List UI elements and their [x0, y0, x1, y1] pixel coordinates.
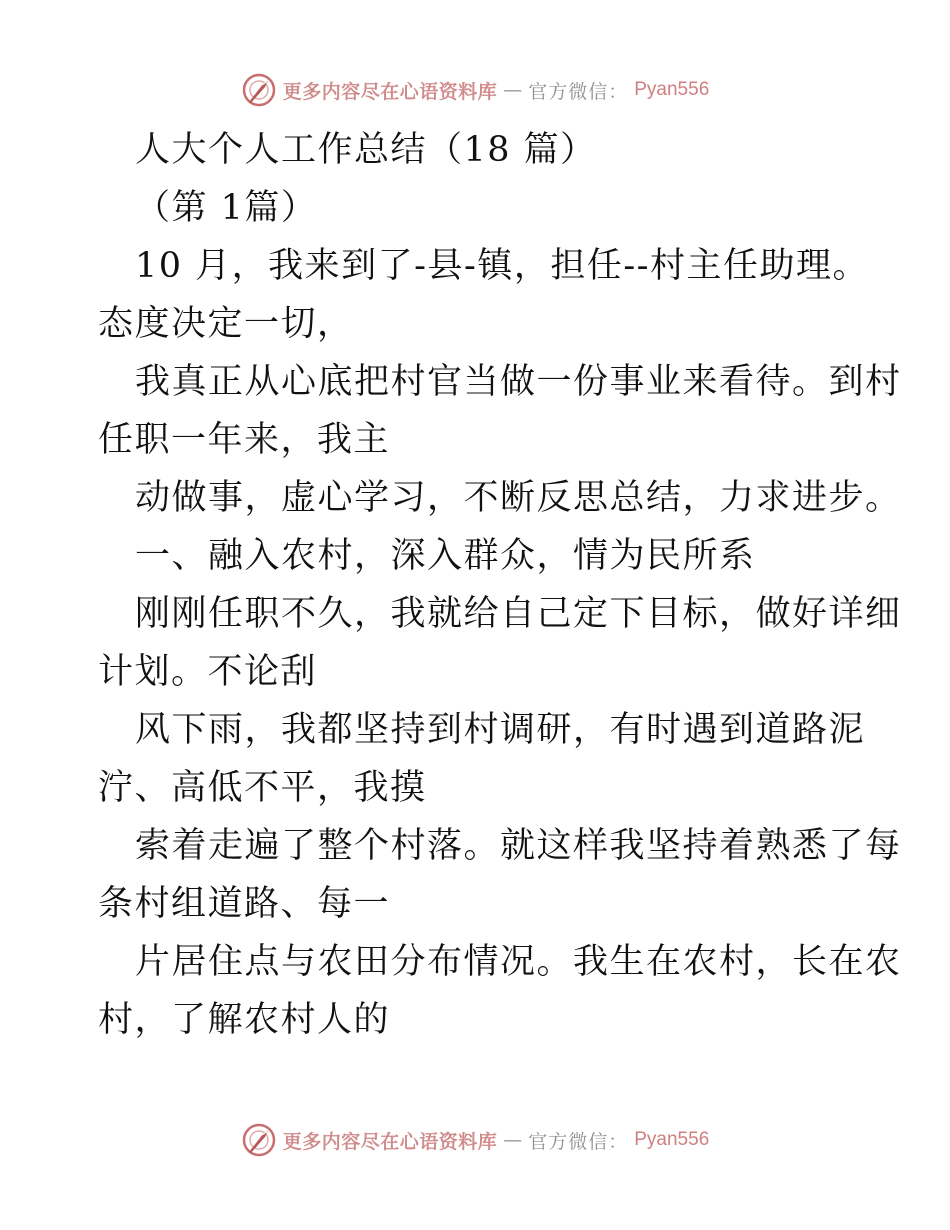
paragraph-line: 动做事，虚心学习，不断反思总结，力求进步。 — [135, 478, 902, 518]
section-heading: （第 1篇） — [135, 188, 318, 228]
watermark-label: 官方微信： — [528, 1130, 629, 1153]
paragraph-line: 片居住点与农田分布情况。我生在农村，长在农 — [135, 942, 902, 982]
pen-logo-icon — [241, 72, 277, 108]
watermark-id: Pyan556 — [634, 1129, 710, 1150]
watermark-id: Pyan556 — [634, 79, 710, 100]
document-body — [98, 121, 902, 1049]
paragraph-line: 条村组道路、每一 — [98, 884, 391, 924]
paragraph-line: 泞、高低不平，我摸 — [98, 768, 427, 808]
watermark-text: 更多内容尽在心语资料库 — [282, 1130, 498, 1153]
watermark-header — [0, 70, 950, 110]
watermark-footer — [0, 1120, 950, 1160]
paragraph-line: 任职一年来，我主 — [98, 420, 391, 460]
paragraph-line: 计划。不论刮 — [98, 652, 318, 692]
paragraph-line: 态度决定一切， — [98, 304, 354, 344]
watermark-dash: — — [503, 1129, 523, 1151]
paragraph-line: 风下雨，我都坚持到村调研，有时遇到道路泥 — [135, 710, 866, 750]
watermark-dash: — — [503, 79, 523, 101]
paragraph-line: 我真正从心底把村官当做一份事业来看待。到村 — [135, 362, 902, 402]
paragraph-line: 索着走遍了整个村落。就这样我坚持着熟悉了每 — [135, 826, 902, 866]
paragraph-line: 10 月，我来到了-县-镇，担任--村主任助理。 — [135, 246, 869, 286]
paragraph-line: 村，了解农村人的 — [98, 1000, 391, 1040]
paragraph-line: 刚刚任职不久，我就给自己定下目标，做好详细 — [135, 594, 902, 634]
pen-logo-icon — [241, 1122, 277, 1158]
subsection-heading: 一、融入农村，深入群众，情为民所系 — [135, 536, 756, 576]
watermark-text: 更多内容尽在心语资料库 — [282, 80, 498, 103]
document-title: 人大个人工作总结（18 篇） — [135, 130, 597, 170]
watermark-label: 官方微信： — [528, 80, 629, 103]
